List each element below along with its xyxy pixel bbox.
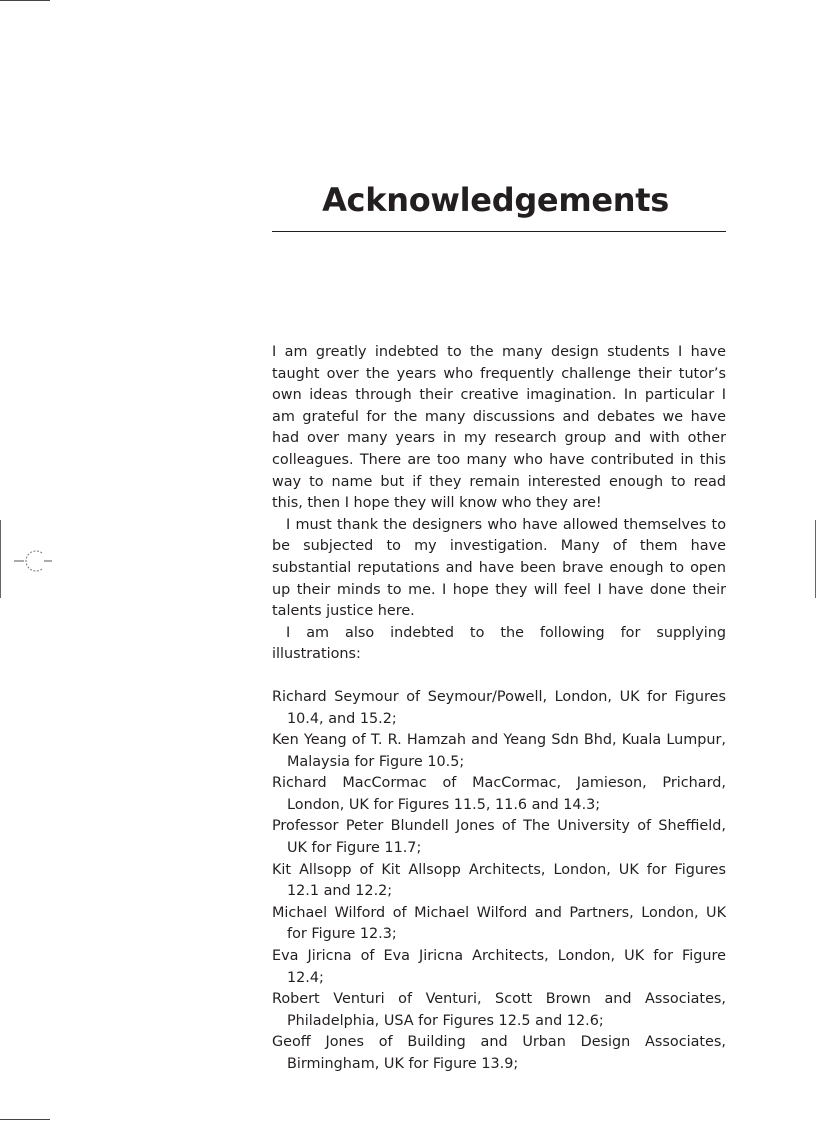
credits-list <box>272 687 726 1076</box>
margin-line-left <box>0 520 1 598</box>
registration-mark-icon <box>14 546 54 576</box>
acknowledgements-body <box>272 342 726 1076</box>
paragraph-illustrations: I am also indebted to the following for supplying illustrations: <box>272 624 726 663</box>
list-item: Robert Venturi of Venturi, Scott Brown and Associates, Philadelphia, USA for Figures 12.5 and 12.6; <box>272 991 726 1029</box>
list-item: Richard MacCormac of MacCormac, Jamieson, Prichard, London, UK for Figures 11.5, 11.6 and 14.3; <box>272 775 726 813</box>
page-title: Acknowledgements <box>322 181 669 219</box>
crop-mark-bottom-left <box>0 1119 50 1120</box>
list-item: Ken Yeang of T. R. Hamzah and Yeang Sdn Bhd, Kuala Lumpur, Malaysia for Figure 10.5; <box>272 732 726 770</box>
list-item: Geoff Jones of Building and Urban Design Associates, Birmingham, UK for Figure 13.9; <box>272 1034 726 1072</box>
list-item: Kit Allsopp of Kit Allsopp Architects, London, UK for Figures 12.1 and 12.2; <box>272 861 726 900</box>
list-item: Michael Wilford of Michael Wilford and Partners, London, UK for Figure 12.3; <box>272 904 726 943</box>
paragraph-designers: I must thank the designers who have allowed themselves to be subjected to my investigation. Many of them have substantial reputations and have been brave enough to open up their minds to me. I hope they will feel I have done their talents justice here. <box>272 516 726 620</box>
paragraph-intro: I am greatly indebted to the many design students I have taught over the years who frequently challenge their tutor’s own ideas through their creative imagination. In particular I am grateful for the many discussions and debates we have had over many years in my research group and with other colleagues. There are too many who have contributed in this way to name but if they remain interested enough to read this, then I hope they will know who they are! <box>272 344 726 512</box>
crop-mark-top-left <box>0 0 50 1</box>
list-item: Professor Peter Blundell Jones of The University of Sheffield, UK for Figure 11.7; <box>272 818 726 857</box>
list-item: Richard Seymour of Seymour/Powell, London, UK for Figures 10.4, and 15.2; <box>272 688 726 727</box>
list-item: Eva Jiricna of Eva Jiricna Architects, London, UK for Figure 12.4; <box>272 948 726 986</box>
title-divider <box>272 231 726 232</box>
